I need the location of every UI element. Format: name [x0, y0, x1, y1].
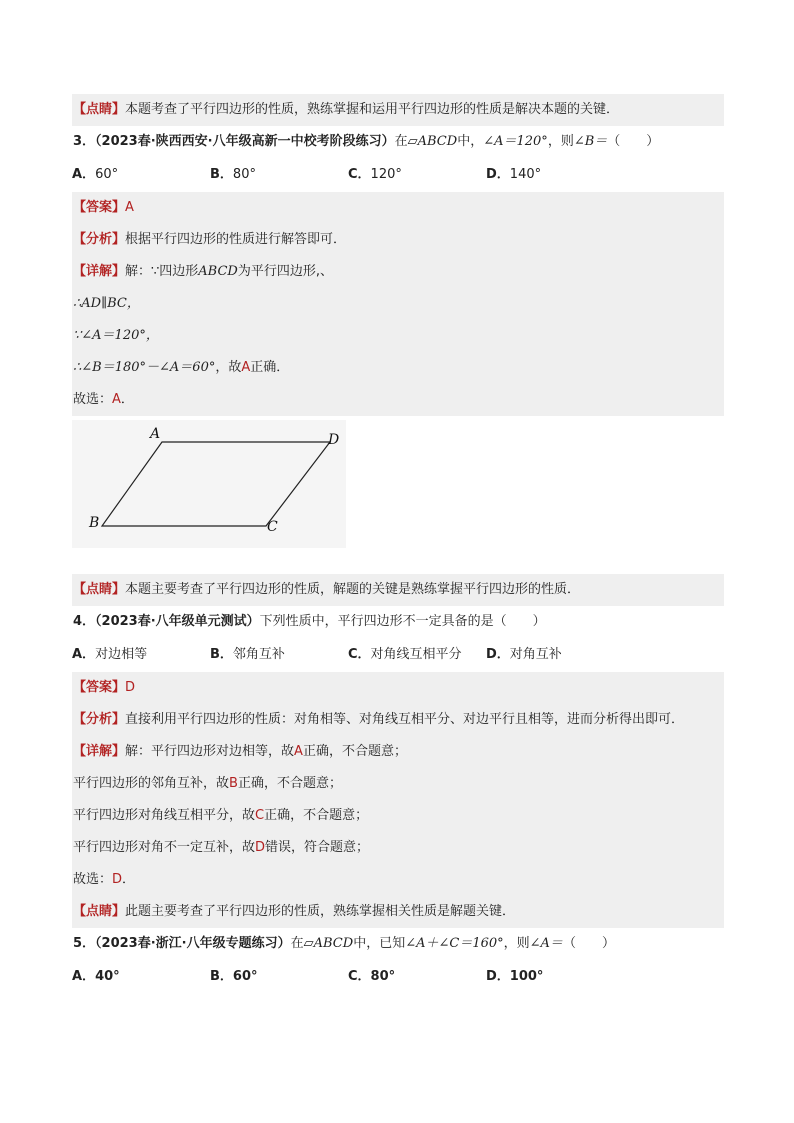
choose-value: D: [112, 872, 123, 887]
option-label: D．: [486, 647, 510, 662]
q3-shape-name: ABCD: [417, 134, 458, 149]
option-text: 120°: [370, 167, 402, 182]
option-label: B．: [210, 167, 233, 182]
option-label: A．: [72, 167, 96, 182]
detail-math: ∴∠B＝180°－∠A＝60°: [73, 360, 216, 375]
option-text: 80°: [232, 167, 256, 182]
answer-value: A: [125, 200, 134, 215]
parallelogram-icon: ▱: [407, 134, 418, 149]
q5-option-c[interactable]: [348, 960, 486, 994]
q5-ask: ∠A＝: [529, 936, 563, 951]
choose-text: ．: [122, 872, 136, 887]
detail-math: ABCD: [198, 264, 238, 279]
q4-detail-3: [72, 800, 724, 832]
note-tag: 【点睛】: [73, 904, 126, 919]
choose-value: A: [112, 392, 121, 407]
q4-option-c[interactable]: [348, 638, 486, 672]
q4-detail-4: [72, 832, 724, 864]
q4-detail-1: [72, 736, 724, 768]
detail-text: 平行四边形对角不一定互补，故: [73, 840, 256, 855]
detail-text: 平行四边形的邻角互补，故: [73, 776, 230, 791]
q3-ask: ∠B＝: [573, 134, 608, 149]
note-text: 本题考查了平行四边形的性质，熟练掌握和运用平行四边形的性质是解决本题的关键．: [125, 102, 620, 117]
detail-text: 正确，不合题意；: [264, 808, 369, 823]
detail-text: ，故: [215, 360, 242, 375]
q4-options: [72, 638, 724, 672]
analysis-text: 根据平行四边形的性质进行解答即可．: [125, 232, 347, 247]
q3-number: 3．: [73, 134, 96, 149]
option-text: 对边相等: [95, 647, 148, 662]
prev-note: [72, 94, 724, 126]
detail-text: 解：∵四边形: [125, 264, 199, 279]
parallelogram-svg: [72, 420, 346, 548]
note-text: 此题主要考查了平行四边形的性质，熟练掌握相关性质是解题关键．: [125, 904, 516, 919]
q3-options: [72, 158, 724, 192]
q5-source: （2023春·浙江·八年级专题练习）: [95, 936, 291, 951]
detail-text: 平行四边形对角线互相平分，故: [73, 808, 256, 823]
q5-number: 5．: [73, 936, 96, 951]
q4-source: （2023春·八年级单元测试）: [95, 614, 260, 629]
analysis-text: 直接利用平行四边形的性质：对角相等、对角线互相平分、对边平行且相等，进而分析得出即可．: [125, 712, 685, 727]
answer-tag: 【答案】: [73, 680, 126, 695]
q4-option-b[interactable]: [210, 638, 348, 672]
q3-note: [72, 574, 724, 606]
q3-stem-text: 在: [394, 134, 408, 149]
option-text: 60°: [232, 969, 258, 984]
choose-text: ．: [120, 392, 134, 407]
q3-condition: ∠A＝120°: [483, 134, 548, 149]
detail-highlight: B: [229, 776, 238, 791]
detail-math: ∵∠A＝120°，: [73, 328, 159, 343]
note-tag: 【点睛】: [73, 582, 126, 597]
q3-detail-1: [72, 256, 724, 288]
q3-option-d[interactable]: [486, 158, 624, 192]
q5-option-a[interactable]: [72, 960, 210, 994]
q3-figure-wrap: [72, 420, 724, 568]
q3-option-c[interactable]: [348, 158, 486, 192]
choose-text: 故选：: [73, 872, 113, 887]
q3-option-a[interactable]: [72, 158, 210, 192]
answer-value: D: [125, 680, 136, 695]
q4-option-a[interactable]: [72, 638, 210, 672]
detail-highlight: A: [241, 360, 251, 375]
parallelogram-shape: [102, 442, 330, 526]
document-page: [72, 94, 724, 994]
detail-tag: 【详解】: [73, 744, 126, 759]
q4-analysis: [72, 704, 724, 736]
q3-detail-2: [72, 288, 724, 320]
detail-text: 错误，符合题意；: [265, 840, 370, 855]
option-text: 100°: [509, 969, 544, 984]
detail-tag: 【详解】: [73, 264, 126, 279]
q3-choose: [72, 384, 724, 416]
q3-analysis: [72, 224, 724, 256]
option-label: A．: [72, 969, 96, 984]
detail-text: 正确，不合题意；: [237, 776, 342, 791]
q3-option-b[interactable]: [210, 158, 348, 192]
option-label: B．: [210, 647, 233, 662]
q4-stem: [72, 606, 724, 638]
detail-text: 为平行四边形,、: [237, 264, 333, 279]
vertex-label-c: C: [267, 519, 278, 535]
vertex-label-b: B: [89, 515, 100, 531]
note-tag: 【点睛】: [73, 102, 126, 117]
option-text: 对角线互相平分: [370, 647, 462, 662]
option-text: 对角互补: [509, 647, 562, 662]
option-text: 40°: [95, 969, 120, 984]
q5-option-d[interactable]: [486, 960, 624, 994]
detail-highlight: A: [294, 744, 303, 759]
note-text: 本题主要考查了平行四边形的性质，解题的关键是熟练掌握平行四边形的性质．: [125, 582, 581, 597]
q4-option-d[interactable]: [486, 638, 624, 672]
detail-text: 解：平行四边形对边相等，故: [125, 744, 295, 759]
option-label: D．: [486, 969, 510, 984]
answer-tag: 【答案】: [73, 200, 126, 215]
q5-stem: [72, 928, 724, 960]
option-label: C．: [348, 969, 371, 984]
q5-stem-text: ，则: [503, 936, 530, 951]
detail-text: 正确，不合题意；: [302, 744, 407, 759]
q3-source: （2023春·陕西西安·八年级高新一中校考阶段练习）: [95, 134, 395, 149]
q4-stem-text: 下列性质中，平行四边形不一定具备的是（ ）: [259, 614, 546, 629]
q4-choose: [72, 864, 724, 896]
option-label: A．: [72, 647, 96, 662]
q5-options: [72, 960, 724, 994]
q5-bracket: （ ）: [562, 936, 615, 951]
q4-answer: [72, 672, 724, 704]
q3-stem: [72, 126, 724, 158]
option-label: B．: [210, 969, 233, 984]
parallelogram-figure: [72, 420, 346, 548]
detail-math: ∴AD∥BC，: [73, 296, 140, 311]
q5-shape-name: ABCD: [313, 936, 354, 951]
q3-detail-3: [72, 320, 724, 352]
option-label: C．: [348, 647, 371, 662]
vertex-label-d: D: [328, 432, 340, 448]
analysis-tag: 【分析】: [73, 712, 126, 727]
q5-condition: ∠A＋∠C＝160°: [405, 936, 504, 951]
option-text: 80°: [370, 969, 396, 984]
q3-answer: [72, 192, 724, 224]
q5-stem-text: 在: [290, 936, 304, 951]
option-text: 140°: [509, 167, 542, 182]
analysis-tag: 【分析】: [73, 232, 126, 247]
parallelogram-icon: ▱: [303, 936, 314, 951]
q5-option-b[interactable]: [210, 960, 348, 994]
detail-highlight: C: [255, 808, 265, 823]
q3-stem-text: 中，: [457, 134, 484, 149]
detail-text: 正确．: [250, 360, 290, 375]
detail-highlight: D: [255, 840, 266, 855]
vertex-label-a: A: [150, 426, 161, 442]
choose-text: 故选：: [73, 392, 113, 407]
q5-stem-text: 中，已知: [353, 936, 406, 951]
q4-note: [72, 896, 724, 928]
option-text: 60°: [95, 167, 119, 182]
q3-stem-text: ，则: [547, 134, 574, 149]
q3-bracket: （ ）: [607, 134, 660, 149]
q3-detail-4: [72, 352, 724, 384]
option-label: D．: [486, 167, 510, 182]
option-text: 邻角互补: [232, 647, 285, 662]
q4-number: 4．: [73, 614, 96, 629]
option-label: C．: [348, 167, 371, 182]
q4-detail-2: [72, 768, 724, 800]
